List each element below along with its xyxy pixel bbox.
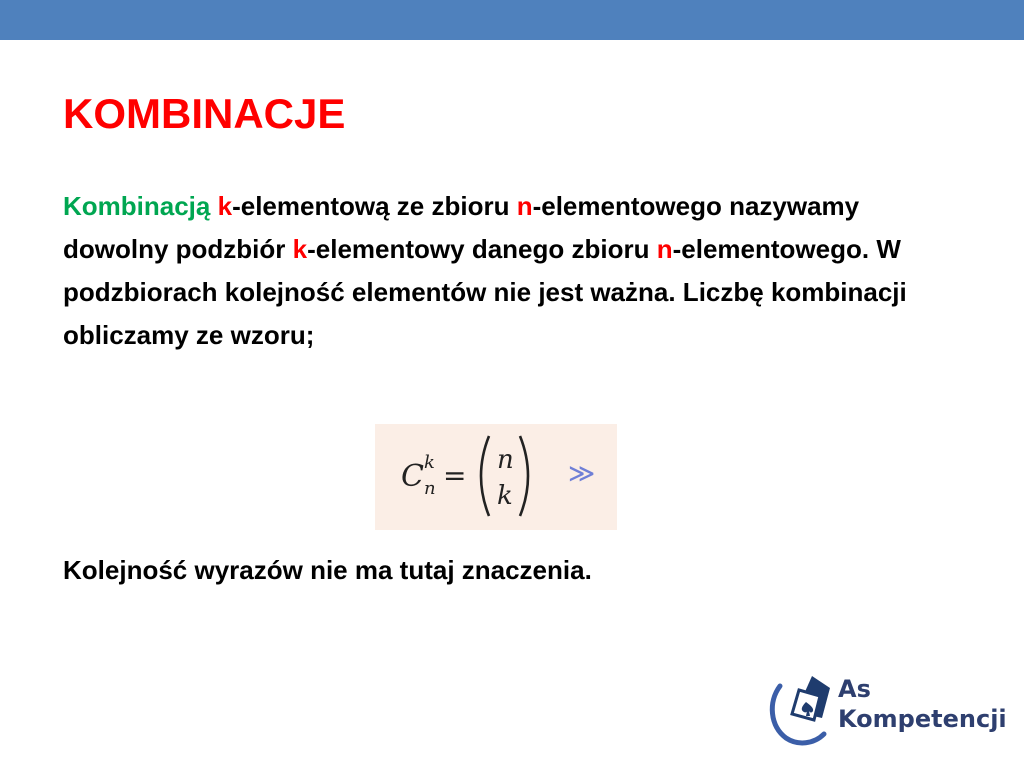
term-kombinacja: Kombinacją (63, 191, 211, 221)
logo-line-kompetencji: Kompetencji (838, 705, 1007, 733)
formula-subscript-n: n (424, 478, 436, 499)
paragraph-text: -elementową ze zbioru (232, 191, 510, 221)
variable-n: n (516, 191, 533, 221)
formula-svg (375, 424, 617, 530)
variable-k: k (292, 234, 308, 264)
paragraph-text: -elementowego nazywamy dowolny podzbiór (63, 191, 860, 264)
binomial-top-n: n (497, 445, 514, 475)
formula-symbol-c: C (401, 459, 424, 494)
spade-card-logo-icon (766, 668, 836, 748)
logo-wordmark (838, 674, 1007, 734)
paragraph-text: -elementowego. W podzbiorach kolejność elementów nie jest ważna. Liczbę kombinacji obliczamy ze wzoru; (63, 234, 907, 350)
binomial-bottom-k: k (497, 481, 513, 511)
slide-title: KOMBINACJE (63, 90, 346, 137)
as-kompetencji-logo (766, 668, 1007, 748)
definition-paragraph (63, 185, 943, 357)
binomial-left-paren (481, 436, 489, 516)
paragraph-text: -elementowy danego zbioru (307, 234, 650, 264)
double-chevron-right-icon[interactable]: ≫ (568, 459, 596, 489)
formula-equals-sign: = (443, 459, 467, 492)
variable-k: k (217, 191, 233, 221)
top-accent-bar (0, 0, 1024, 40)
note-text: Kolejność wyrazów nie ma tutaj znaczenia. (63, 555, 592, 585)
variable-n: n (656, 234, 673, 264)
logo-line-as: As (838, 675, 871, 703)
formula-superscript-k: k (424, 452, 435, 473)
combination-formula-image (375, 424, 617, 530)
binomial-right-paren (520, 436, 528, 516)
